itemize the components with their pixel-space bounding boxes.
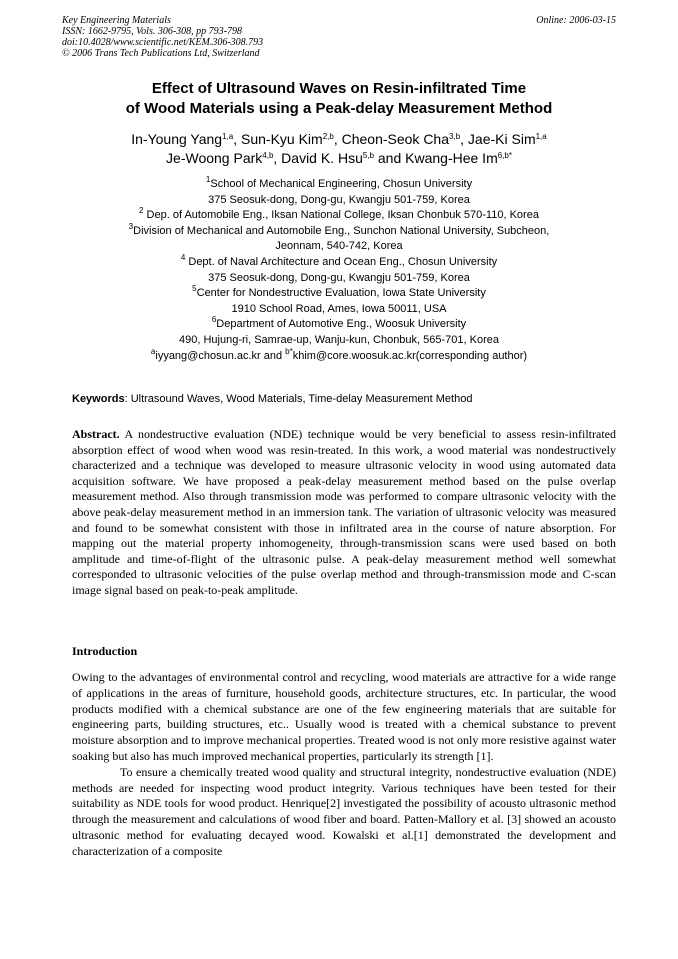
author-sup: 1,a	[222, 132, 234, 141]
abstract	[72, 427, 616, 599]
journal-doi: doi:10.4028/www.scientific.net/KEM.306-308.793	[62, 37, 264, 48]
abstract-label: Abstract.	[72, 427, 120, 441]
affiliation-sup: 5	[192, 284, 197, 294]
section-heading-introduction: Introduction	[72, 644, 138, 658]
affiliation-text: 1910 School Road, Ames, Iowa 50011, USA	[231, 302, 447, 315]
journal-issn: ISSN: 1662-9795, Vols. 306-308, pp 793-798	[62, 26, 242, 37]
affiliation-sup: 2	[139, 206, 144, 216]
affiliation-line	[50, 208, 628, 224]
author-name: David K. Hsu	[281, 150, 363, 166]
author-name: Je-Woong Park	[166, 150, 263, 166]
affiliation-line	[50, 193, 628, 209]
affiliation-sup: 4	[180, 252, 186, 262]
email-sup: b*	[285, 346, 293, 356]
author-sep: and	[374, 150, 406, 166]
affiliation-text: Dep. of Automobile Eng., Iksan National College, Iksan Chonbuk 570-110, Korea	[143, 209, 539, 222]
author-name: In-Young Yang	[131, 131, 223, 147]
affiliation-line	[50, 302, 628, 318]
email-line	[50, 346, 628, 365]
author-sep: ,	[333, 131, 342, 147]
affiliation-text: Jeonnam, 540-742, Korea	[275, 240, 403, 253]
author-line-2	[40, 149, 638, 168]
affiliation-text: Center for Nondestructive Evaluation, Iowa State University	[196, 287, 486, 300]
title-line-2: of Wood Materials using a Peak-delay Measurement Method	[125, 100, 553, 117]
author-list	[40, 130, 638, 168]
affiliation-line	[50, 317, 628, 333]
journal-copyright: © 2006 Trans Tech Publications Ltd, Switzerland	[62, 48, 260, 59]
affiliation-line	[50, 239, 628, 255]
keywords-label: Keywords	[72, 393, 125, 405]
paper-title	[40, 79, 638, 119]
author-sep: ,	[233, 131, 241, 147]
journal-header	[62, 15, 263, 59]
abstract-text: A nondestructive evaluation (NDE) technique would be very beneficial to assess resin-infiltrated absorption effect of wood when wood was resin-treated. In this work, a wood material was nondestructively characterized and a technique was developed to measure ultrasonic velocity in wood using automated data acquisition software. We have proposed a peak-delay measurement method based on the pulse overlap measurement method. Also through transmission mode was performed to compare ultrasonic velocity with the above peak-delay measurement method in an immersion tank. The variation of ultrasonic velocity was measured and found to be somewhat consistent with those in infiltrated area in the course of nature absorption. For mapping out the material property inhomogeneity, through-transmission scans were used based on both amplitude and time-of-flight of the ultrasonic pulse. A peak-delay measurement method well somewhat corresponded to ultrasonic velocities of the pulse overlap method and through-transmission mode and C-scan image signal based on peak-to-peak amplitude.	[72, 427, 616, 597]
author-name: Jae-Ki Sim	[467, 131, 536, 147]
online-date: Online: 2006-03-15	[536, 15, 616, 26]
journal-name: Key Engineering Materials	[62, 15, 171, 26]
keywords-text: : Ultrasound Waves, Wood Materials, Time-delay Measurement Method	[124, 393, 473, 405]
author-sup: 4,b	[262, 151, 274, 160]
author-name: Cheon-Seok Cha	[341, 131, 450, 147]
affiliation-text: Department of Automotive Eng., Woosuk University	[216, 318, 467, 331]
affiliation-text: Dept. of Naval Architecture and Ocean Eng., Chosun University	[185, 255, 498, 268]
affiliation-text: 490, Hujung-ri, Samrae-up, Wanju-kun, Chonbuk, 565-701, Korea	[179, 333, 499, 346]
author-name: Sun-Kyu Kim	[241, 131, 323, 147]
affiliation-text: School of Mechanical Engineering, Chosun University	[210, 178, 473, 190]
introduction-body	[72, 670, 616, 860]
author-sup: 5,b	[362, 151, 374, 160]
affiliation-line	[50, 333, 628, 349]
affiliation-sup: 3	[128, 221, 134, 231]
author-sup: 3,b	[449, 132, 461, 141]
email-sup: a	[150, 346, 156, 356]
affiliation-line	[50, 286, 628, 302]
affiliation-line	[50, 252, 628, 271]
author-sep: ,	[273, 150, 282, 166]
affiliation-line	[50, 177, 628, 193]
title-line-1: Effect of Ultrasound Waves on Resin-infiltrated Time	[151, 80, 527, 97]
affiliation-line	[50, 271, 628, 287]
author-line-1	[40, 130, 638, 149]
keywords	[72, 392, 472, 406]
email-text: iyyang@chosun.ac.kr and	[155, 349, 286, 362]
affiliation-line	[50, 221, 628, 240]
author-sup: 6,b*	[497, 151, 512, 160]
author-name: Kwang-Hee Im	[405, 150, 498, 166]
author-sup: 2,b	[322, 132, 334, 141]
paragraph: To ensure a chemically treated wood quality and structural integrity, nondestructive evaluation (NDE) methods are needed for inspecting wood product integrity. Various techniques have been tested for their suitability as NDE tools for wood product. Henrique[2] investigated the possibility of acousto ultrasonic method through the measurement and calculations of wood fiber and board. Patten-Mallory et al. [3] showed an acousto ultrasonic method for evaluating decayed wood. Kowalski et al.[1] demonstrated the development and characterization of a composite	[72, 764, 616, 858]
affiliation-text: 375 Seosuk-dong, Dong-gu, Kwangju 501-759, Korea	[208, 271, 470, 284]
paragraph: Owing to the advantages of environmental control and recycling, wood materials are attractive for a wide range of applications in the areas of furniture, household goods, architecture structures, etc. In particular, the wood products modified with a chemical substance are one of the few engineering materials that are suitable for engineering parts, building structures, etc.. Usually wood is treated with a chemical substance to prevent moisture absorption and to improve mechanical properties. Treated wood is not only more resistive against water soaking but also has much improved mechanical properties, particularly its strength [1].	[72, 670, 616, 763]
affiliation-text: Division of Mechanical and Automobile Eng., Sunchon National University, Subcheon,	[133, 224, 550, 237]
affiliation-sup: 1	[205, 175, 211, 184]
affiliation-sup: 6	[211, 315, 217, 325]
affiliation-text: 375 Seosuk-dong, Dong-gu, Kwangju 501-759, Korea	[208, 193, 470, 206]
affiliation-list	[50, 177, 628, 364]
author-sep: ,	[460, 131, 468, 147]
author-sup: 1,a	[535, 132, 547, 141]
email-text: khim@core.woosuk.ac.kr(corresponding author)	[292, 349, 528, 362]
